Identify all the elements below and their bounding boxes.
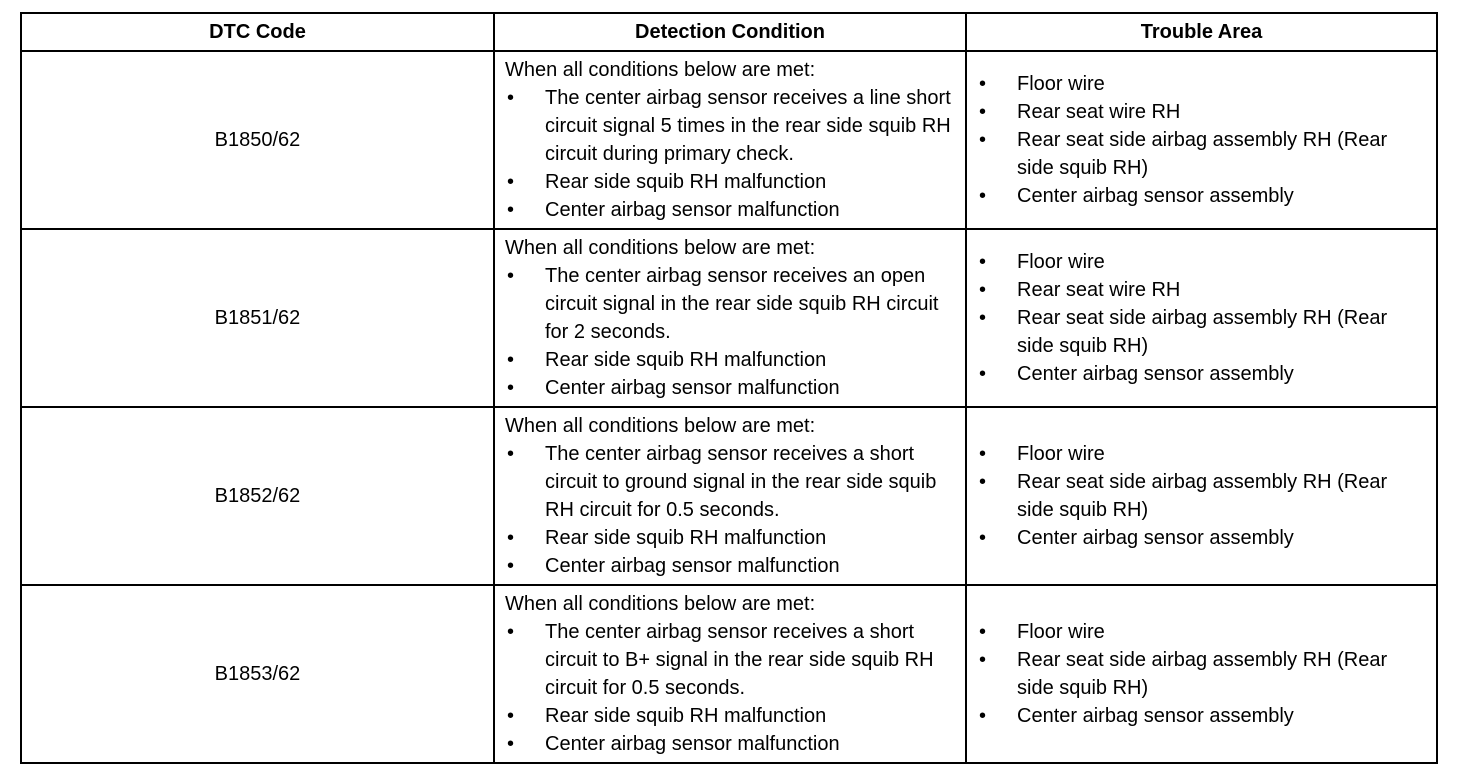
bullet-icon: • <box>979 307 987 329</box>
trouble-area-text: Floor wire <box>1017 73 1105 95</box>
trouble-area-item <box>977 276 1428 304</box>
bullet-icon: • <box>979 649 987 671</box>
condition-text: Rear side squib RH malfunction <box>545 171 827 193</box>
header-trouble-area: Trouble Area <box>965 14 1436 50</box>
trouble-area-item <box>977 468 1428 524</box>
condition-item <box>505 84 957 168</box>
bullet-icon: • <box>507 555 515 577</box>
condition-item <box>505 374 957 402</box>
condition-text: Center airbag sensor malfunction <box>545 733 840 755</box>
condition-text: Rear side squib RH malfunction <box>545 527 827 549</box>
condition-list <box>505 262 957 402</box>
trouble-area-item <box>977 618 1428 646</box>
condition-text: The center airbag sensor receives an open circuit signal in the rear side squib RH circuit for 2 seconds. <box>545 265 939 343</box>
trouble-area-text: Center airbag sensor assembly <box>1017 185 1294 207</box>
trouble-area-item <box>977 440 1428 468</box>
trouble-area-item <box>977 360 1428 388</box>
bullet-icon: • <box>979 443 987 465</box>
condition-item <box>505 440 957 524</box>
trouble-area-item <box>977 304 1428 360</box>
condition-list <box>505 618 957 758</box>
condition-text: The center airbag sensor receives a short circuit to ground signal in the rear side squib RH circuit for 0.5 seconds. <box>545 443 937 521</box>
condition-item <box>505 524 957 552</box>
trouble-area-item <box>977 248 1428 276</box>
dtc-table <box>20 12 1438 764</box>
table-row <box>22 406 1436 584</box>
condition-item <box>505 730 957 758</box>
bullet-icon: • <box>979 363 987 385</box>
trouble-area-text: Floor wire <box>1017 443 1105 465</box>
table-body <box>22 50 1436 762</box>
trouble-area-list <box>977 248 1428 388</box>
detection-condition-cell <box>493 230 965 406</box>
bullet-icon: • <box>979 279 987 301</box>
table-header-row <box>22 14 1436 50</box>
bullet-icon: • <box>979 705 987 727</box>
condition-text: The center airbag sensor receives a line short circuit signal 5 times in the rear side squib RH circuit during primary check. <box>545 87 951 165</box>
trouble-area-text: Rear seat side airbag assembly RH (Rear side squib RH) <box>1017 471 1388 521</box>
bullet-icon: • <box>979 185 987 207</box>
bullet-icon: • <box>979 251 987 273</box>
condition-intro: When all conditions below are met: <box>505 415 816 437</box>
table-row <box>22 584 1436 762</box>
condition-item <box>505 262 957 346</box>
bullet-icon: • <box>507 705 515 727</box>
trouble-area-text: Rear seat side airbag assembly RH (Rear side squib RH) <box>1017 307 1388 357</box>
condition-text: Center airbag sensor malfunction <box>545 199 840 221</box>
condition-item <box>505 702 957 730</box>
bullet-icon: • <box>507 87 515 109</box>
trouble-area-cell <box>965 230 1436 406</box>
trouble-area-item <box>977 126 1428 182</box>
trouble-area-item <box>977 702 1428 730</box>
condition-text: Rear side squib RH malfunction <box>545 349 827 371</box>
trouble-area-text: Rear seat wire RH <box>1017 279 1181 301</box>
table-row <box>22 228 1436 406</box>
trouble-area-text: Center airbag sensor assembly <box>1017 705 1294 727</box>
trouble-area-text: Rear seat wire RH <box>1017 101 1181 123</box>
bullet-icon: • <box>507 171 515 193</box>
trouble-area-item <box>977 70 1428 98</box>
trouble-area-text: Rear seat side airbag assembly RH (Rear side squib RH) <box>1017 129 1388 179</box>
detection-condition-cell <box>493 52 965 228</box>
trouble-area-list <box>977 618 1428 730</box>
bullet-icon: • <box>507 265 515 287</box>
condition-intro: When all conditions below are met: <box>505 59 816 81</box>
header-dtc-code: DTC Code <box>209 21 306 43</box>
condition-item <box>505 552 957 580</box>
trouble-area-list <box>977 70 1428 210</box>
condition-intro: When all conditions below are met: <box>505 237 816 259</box>
bullet-icon: • <box>507 349 515 371</box>
trouble-area-item <box>977 646 1428 702</box>
trouble-area-item <box>977 98 1428 126</box>
bullet-icon: • <box>507 199 515 221</box>
bullet-icon: • <box>507 527 515 549</box>
trouble-area-text: Rear seat side airbag assembly RH (Rear side squib RH) <box>1017 649 1388 699</box>
condition-text: Center airbag sensor malfunction <box>545 377 840 399</box>
bullet-icon: • <box>979 73 987 95</box>
trouble-area-item <box>977 524 1428 552</box>
condition-item <box>505 618 957 702</box>
dtc-code-cell: B1852/62 <box>214 485 301 507</box>
condition-item <box>505 196 957 224</box>
trouble-area-text: Center airbag sensor assembly <box>1017 527 1294 549</box>
bullet-icon: • <box>507 733 515 755</box>
condition-list <box>505 440 957 580</box>
condition-text: Rear side squib RH malfunction <box>545 705 827 727</box>
dtc-code-cell: B1853/62 <box>214 663 301 685</box>
bullet-icon: • <box>979 621 987 643</box>
bullet-icon: • <box>507 621 515 643</box>
dtc-code-cell: B1851/62 <box>214 307 301 329</box>
bullet-icon: • <box>979 101 987 123</box>
trouble-area-cell <box>965 52 1436 228</box>
trouble-area-text: Center airbag sensor assembly <box>1017 363 1294 385</box>
table-row <box>22 50 1436 228</box>
trouble-area-item <box>977 182 1428 210</box>
trouble-area-cell <box>965 408 1436 584</box>
trouble-area-list <box>977 440 1428 552</box>
header-detection-condition: Detection Condition <box>493 14 965 50</box>
condition-list <box>505 84 957 224</box>
condition-item <box>505 168 957 196</box>
bullet-icon: • <box>979 527 987 549</box>
trouble-area-text: Floor wire <box>1017 251 1105 273</box>
condition-item <box>505 346 957 374</box>
bullet-icon: • <box>507 443 515 465</box>
bullet-icon: • <box>979 129 987 151</box>
detection-condition-cell <box>493 408 965 584</box>
condition-intro: When all conditions below are met: <box>505 593 816 615</box>
dtc-code-cell: B1850/62 <box>214 129 301 151</box>
bullet-icon: • <box>507 377 515 399</box>
condition-text: The center airbag sensor receives a short circuit to B+ signal in the rear side squib RH circuit for 0.5 seconds. <box>545 621 934 699</box>
bullet-icon: • <box>979 471 987 493</box>
trouble-area-text: Floor wire <box>1017 621 1105 643</box>
detection-condition-cell <box>493 586 965 762</box>
condition-text: Center airbag sensor malfunction <box>545 555 840 577</box>
trouble-area-cell <box>965 586 1436 762</box>
